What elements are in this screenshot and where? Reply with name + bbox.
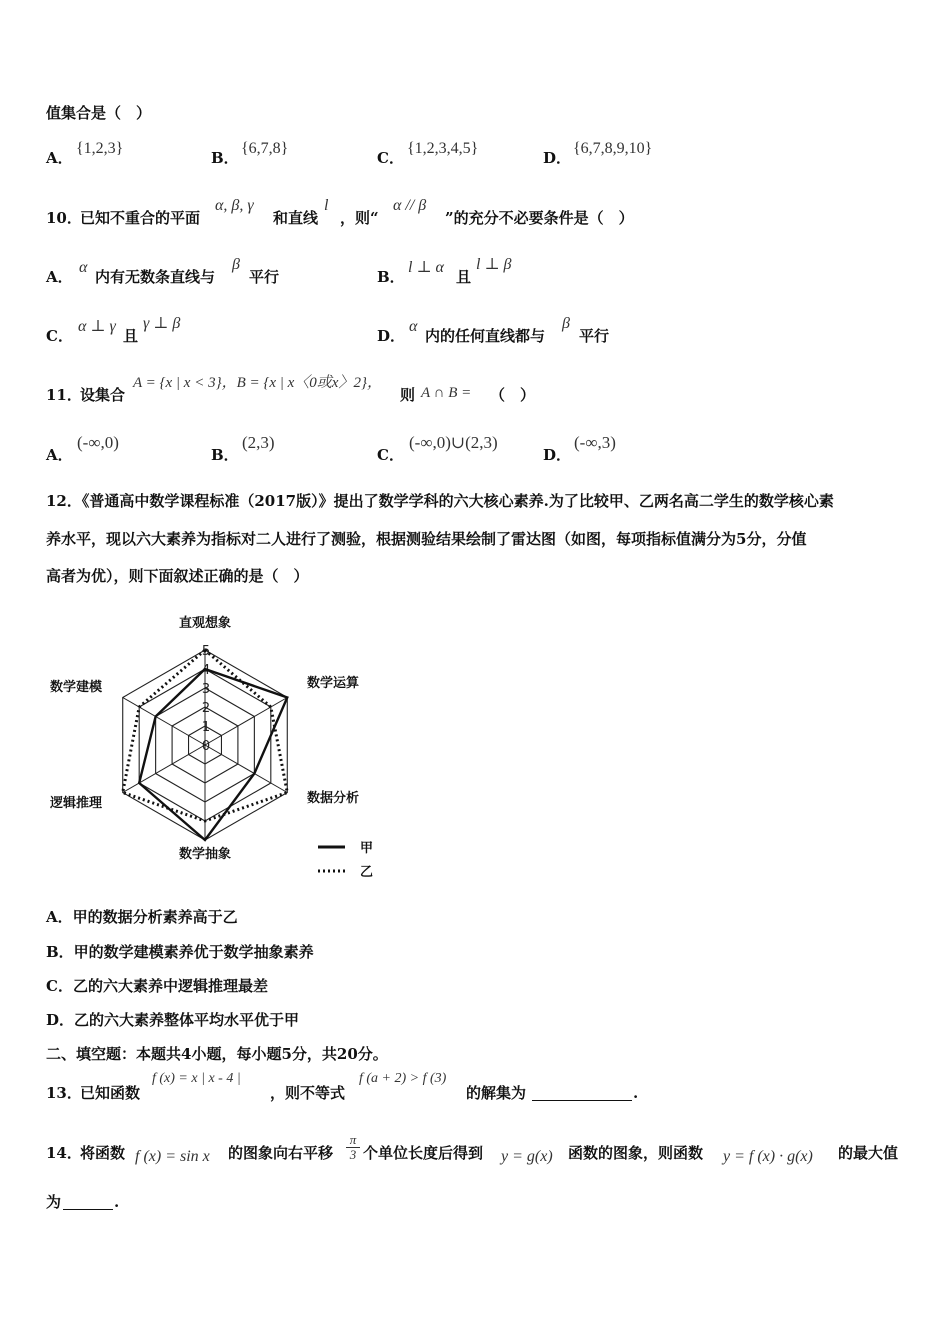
radar-axis-label: 逻辑推理 [50,796,103,811]
q10-option-d-text2: 平行 [579,327,610,345]
q10-option-d-text: 内的任何直线都与 [425,327,546,345]
radar-legend-label: 乙 [360,865,374,880]
q10-option-a-text2: 平行 [249,268,280,286]
q9-option-a-value: {1,2,3} [76,140,124,157]
q10-option-b-label: B． [377,268,405,286]
q9-option-b-value: {6,7,8} [241,140,289,157]
q10-option-d-math2: β [562,315,570,332]
section-2-title: 二、填空题：本题共4小题，每小题5分，共20分。 [46,1045,388,1063]
q10-option-c-label: C． [46,327,73,345]
q10-stem-b: 和直线 [273,209,319,227]
q13-number: 13． [46,1084,82,1102]
radar-tick-label: 1 [201,720,211,735]
radar-axis-label: 数学抽象 [178,847,232,862]
q14-math-product: y = f (x) · g(x) [723,1148,813,1165]
q14-stem-a: 将函数 [80,1144,126,1162]
q9-option-c-label: C． [377,149,404,167]
q13-math-function: f (x) = x | x - 4 | [152,1071,241,1086]
q10-option-c-math1: α ⊥ γ [78,318,116,335]
radar-chart [40,605,390,890]
q11-stem-b: 则 [400,386,416,404]
q12-line1: 12．《普通高中数学课程标准（2017版）》提出了数学学科的六大核心素养.为了比较甲、乙两名高二学生的数学核心素 [46,492,834,510]
q12-option-c: C．乙的六大素养中逻辑推理最差 [46,977,268,995]
q14-answer-blank[interactable] [63,1193,113,1210]
q14-stem-b: 的图象向右平移 [228,1144,334,1162]
q10-option-d-math1: α [409,318,418,335]
q14-stem-e: 的最大值 [838,1144,899,1162]
q11-stem-c: （ ） [490,386,536,404]
q11-option-c-label: C． [377,446,404,464]
q13-stem-a: 已知函数 [80,1084,141,1102]
q12-option-d: D．乙的六大素养整体平均水平优于甲 [46,1011,300,1029]
q10-option-b-text: 且 [456,268,472,286]
q9-option-d-label: D． [543,149,572,167]
radar-axis-label: 数据分析 [307,791,360,806]
q11-option-a-label: A． [46,446,73,464]
q14-math-function: f (x) = sin x [135,1148,210,1165]
radar-axis-label: 数学建模 [50,680,103,695]
q9-option-b-label: B． [211,149,239,167]
q10-math-line: l [324,197,329,214]
radar-tick-label: 3 [201,682,211,697]
q14-stem-c: 个单位长度后得到 [363,1144,484,1162]
q11-option-a-value: (-∞,0) [77,433,119,452]
q10-option-b-math2: l ⊥ β [476,256,512,273]
radar-legend [318,841,373,880]
q11-number: 11． [46,386,82,404]
q11-option-c-value: (-∞,0)∪(2,3) [409,433,498,452]
q14-fraction-numerator: π [349,1132,357,1147]
q10-option-c-math2: γ ⊥ β [143,315,181,332]
q14-fraction [346,1133,360,1162]
q9-option-a-label: A． [46,149,73,167]
radar-spoke-4 [123,745,205,793]
q9-option-c-value: {1,2,3,4,5} [407,140,479,157]
q10-option-a-math2: β [232,256,240,273]
radar-tick-label: 2 [201,701,211,716]
q10-option-a-text: 内有无数条直线与 [95,268,216,286]
q10-option-a-label: A． [46,268,73,286]
q11-option-d-value: (-∞,3) [574,433,616,452]
q14-number: 14． [46,1144,82,1162]
q10-option-d-label: D． [377,327,406,345]
q11-math-sets: A = {x | x < 3}，B = {x | x〈0或x〉2}， [133,375,382,391]
q10-stem-d: ”的充分不必要条件是（ ） [445,209,634,227]
q11-stem-a: 设集合 [80,386,126,404]
q12-line2: 养水平，现以六大素养为指标对二人进行了测验，根据测验结果绘制了雷达图（如图，每项指标值满分为5分，分值 [46,530,807,548]
q14-line2-a: 为 [46,1193,62,1211]
q14-line2-end: . [114,1193,120,1211]
q11-option-d-label: D． [543,446,572,464]
q14-fraction-denominator: 3 [346,1147,360,1162]
q11-math-intersection: A ∩ B = [421,385,472,401]
q13-math-inequality: f (a + 2) > f (3) [359,1071,447,1086]
q11-option-b-label: B． [211,446,239,464]
q12-option-b: B．甲的数学建模素养优于数学抽象素养 [46,943,314,961]
radar-axis-label: 数学运算 [307,676,360,691]
radar-axis-label: 直观想象 [178,616,232,631]
q14-math-g: y = g(x) [501,1148,553,1165]
q10-option-b-math1: l ⊥ α [408,259,444,276]
q13-stem-b: ，则不等式 [270,1084,346,1102]
radar-tick-label: 5 [201,644,211,659]
q10-option-a-math1: α [79,259,88,276]
q13-answer-blank[interactable] [532,1084,632,1101]
q10-stem-a: 已知不重合的平面 [80,209,201,227]
q10-math-planes: α, β, γ [215,197,254,214]
q9-option-d-value: {6,7,8,9,10} [573,140,653,157]
radar-tick-label: 0 [201,739,211,754]
q14-stem-d: 函数的图象，则函数 [568,1144,704,1162]
q10-stem-c: ，则“ [340,209,379,227]
q10-math-parallel: α // β [393,197,427,214]
radar-legend-label: 甲 [360,841,374,856]
q12-option-a: A．甲的数据分析素养高于乙 [46,908,238,926]
q10-number: 10． [46,209,82,227]
q13-stem-c: 的解集为 [466,1084,527,1102]
q9-tail: 值集合是（ ） [46,104,152,122]
radar-ticks [202,644,210,754]
q10-option-c-text: 且 [123,327,139,345]
radar-tick-label: 4 [201,663,211,678]
q13-end: . [633,1084,639,1102]
q12-line3: 高者为优），则下面叙述正确的是（ ） [46,567,309,585]
q11-option-b-value: (2,3) [242,433,275,452]
